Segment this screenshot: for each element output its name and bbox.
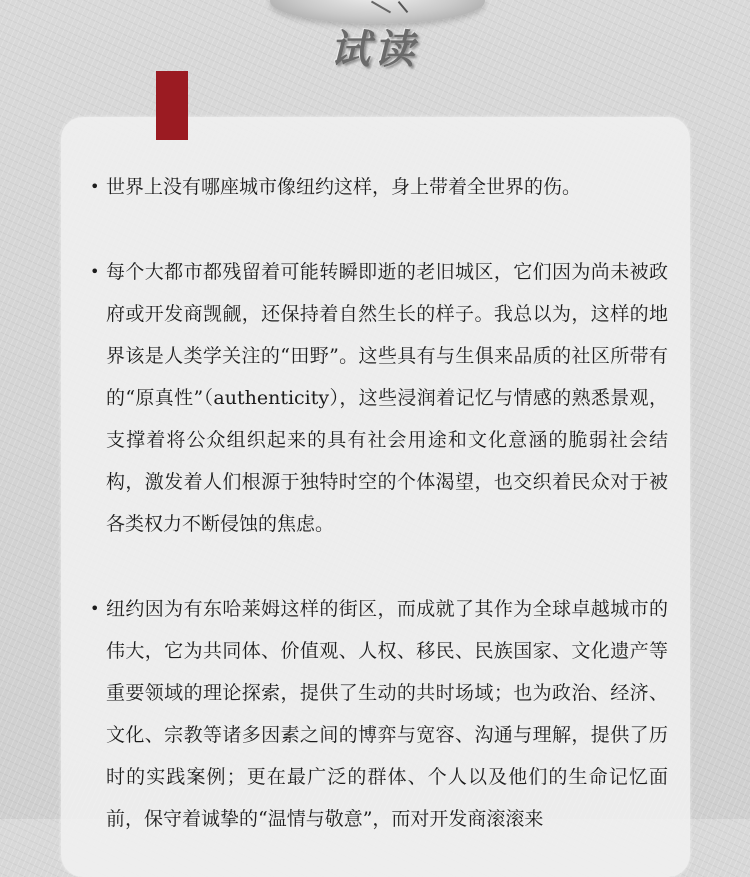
bullet-point: • <box>90 177 100 196</box>
paragraph <box>90 251 668 545</box>
paragraph-text: 每个大都市都残留着可能转瞬即逝的老旧城区，它们因为尚未被政府或开发商觊觎，还保持着自然生长的样子。我总以为，这样的地界该是人类学关注的“田野”。这些具有与生俱来品质的社区所带有的“原真性”（authenticity），这些浸润着记忆与情感的熟悉景观，支撑着将公众组织起来的具有社会用途和文化意涵的脆弱社会结构，激发着人们根源于独特时空的个体渴望，也交织着民众对于被各类权力不断侵蚀的焦虑。 <box>106 261 668 535</box>
paragraph <box>90 588 668 840</box>
decorative-ellipse <box>270 0 485 24</box>
section-title: 试读 <box>330 26 418 73</box>
bullet-point: • <box>90 599 100 618</box>
decorative-stroke <box>398 1 409 13</box>
paragraph <box>90 166 668 208</box>
paragraph-text: 纽约因为有东哈莱姆这样的街区，而成就了其作为全球卓越城市的伟大，它为共同体、价值观、人权、移民、民族国家、文化遗产等重要领域的理论探索，提供了生动的共时场域；也为政治、经济、文化、宗教等诸多因素之间的博弈与宽容、沟通与理解，提供了历时的实践案例；更在最广泛的群体、个人以及他们的生命记忆面前，保守着诚挚的“温情与敬意”，而对开发商滚滚来 <box>106 598 668 830</box>
accent-bar <box>156 71 188 140</box>
bullet-point: • <box>90 262 100 281</box>
paragraph-text: 世界上没有哪座城市像纽约这样，身上带着全世界的伤。 <box>106 176 582 198</box>
decorative-stroke <box>371 1 391 14</box>
